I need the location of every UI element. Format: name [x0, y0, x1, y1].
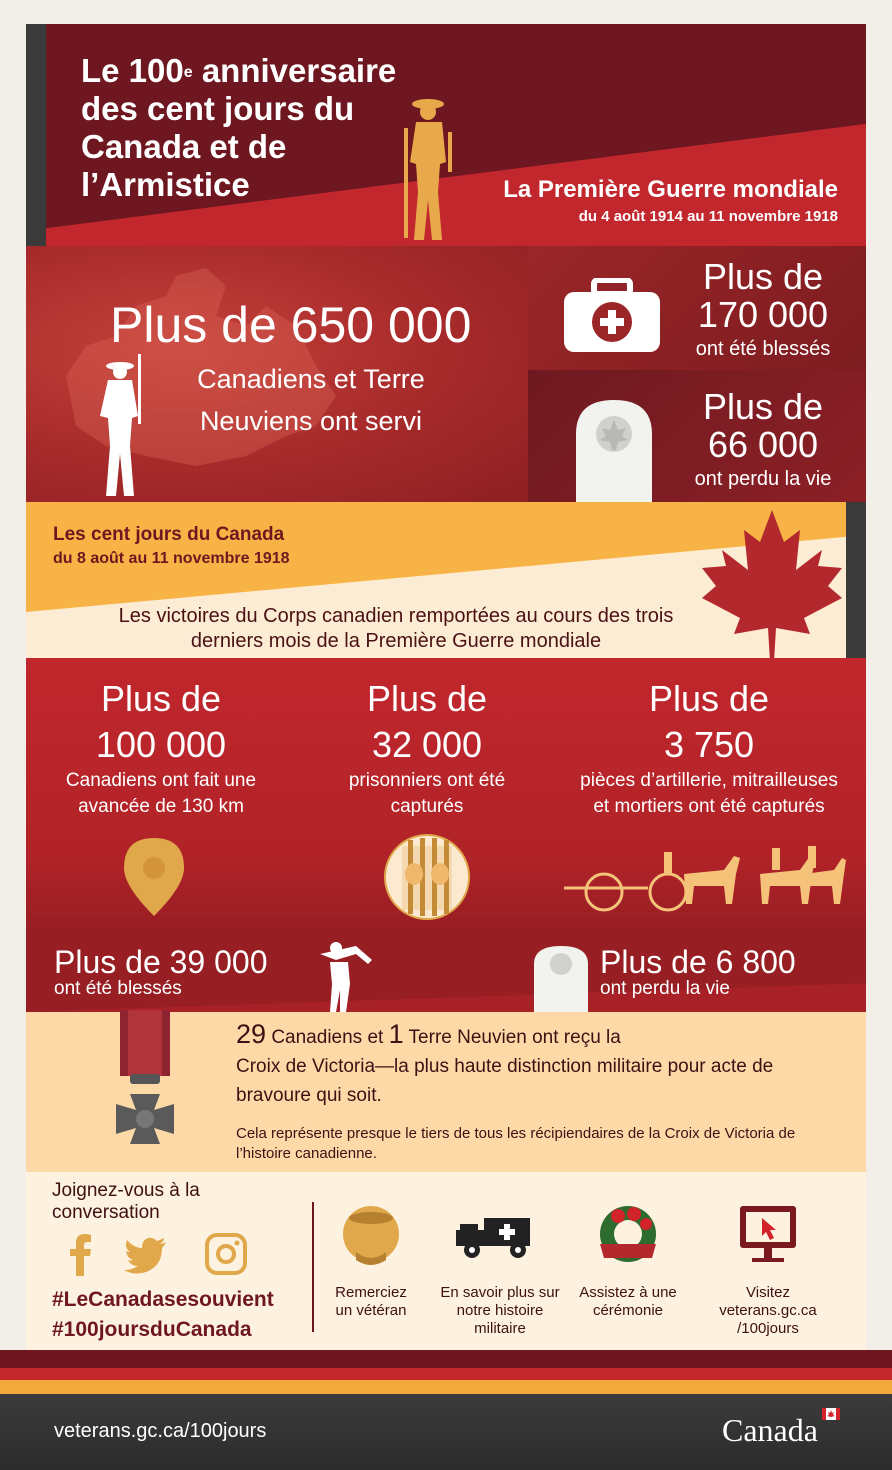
hundred-days-stats	[26, 658, 866, 940]
stat-number: 100 000	[95, 724, 227, 765]
stat-label: pièces d’artillerie, mitrailleuses et mortiers ont été capturés	[580, 770, 838, 817]
monitor-icon	[702, 1202, 834, 1272]
soldier-white-icon	[88, 350, 154, 500]
strip-wounded-label: ont été blessés	[54, 978, 182, 999]
strip-killed-label: ont perdu la vie	[600, 978, 730, 999]
victoria-cross-text	[236, 1020, 796, 1110]
headstone-icon	[576, 400, 652, 502]
served-panel	[26, 246, 528, 502]
served-headline: Plus de 650 000	[110, 297, 472, 353]
vc-cross-name: Croix de Victoria	[236, 1056, 376, 1077]
bottom-band-red	[0, 1368, 892, 1380]
carrying-soldier-icon	[316, 940, 376, 1012]
join-divider	[312, 1202, 314, 1332]
killed-prefix: Plus de	[702, 386, 824, 427]
wounded-number: 170 000	[697, 294, 829, 335]
killed-number: 66 000	[707, 424, 819, 465]
join-conversation-panel	[26, 1172, 866, 1350]
stat-label: Canadiens ont fait une avancée de 130 km	[65, 770, 257, 817]
title-superscript: e	[183, 64, 193, 81]
victoria-cross-medal-icon	[98, 1010, 192, 1162]
prison-bars-icon	[384, 834, 470, 920]
veteran-icon	[326, 1202, 416, 1272]
footer-bar	[0, 1394, 892, 1470]
bottom-band-orange	[0, 1380, 892, 1394]
wreath-icon	[578, 1202, 678, 1272]
victoria-cross-note: Cela représente presque le tiers de tous les récipiendaires de la Croix de Victoria de l’histoire canadienne.	[236, 1125, 796, 1162]
hundred-days-banner	[26, 502, 866, 658]
join-title: Joignez-vous à la conversation	[52, 1180, 200, 1223]
hundred-days-title: Les cent jours du Canada	[53, 524, 285, 545]
bottom-band-dark-red	[0, 1350, 892, 1368]
footer-url-link[interactable]: veterans.gc.ca/100jours	[54, 1420, 267, 1442]
hundred-days-description: Les victoires du Corps canadien remportées au cours des trois derniers mois de la Première Guerre mondiale	[118, 605, 674, 652]
location-pin-icon	[124, 838, 184, 916]
facebook-icon[interactable]	[58, 1232, 102, 1276]
wounded-label: ont été blessés	[695, 338, 831, 360]
stat-prisoners	[322, 676, 532, 820]
stat-artillery	[574, 676, 844, 820]
stat-advance	[36, 676, 286, 820]
killed-label: ont perdu la vie	[694, 468, 832, 490]
first-aid-kit-icon	[564, 278, 660, 354]
soldier-silhouette-icon	[394, 92, 464, 244]
action-label: Visitez veterans.gc.ca /100jours	[719, 1284, 817, 1337]
ww1-title: La Première Guerre mondiale	[503, 176, 838, 203]
strip-killed-title: Plus de 6 800	[600, 944, 796, 980]
vc-text-2: Terre Neuvien	[403, 1027, 527, 1048]
twitter-icon[interactable]	[124, 1232, 168, 1276]
stat-prefix: Plus de	[648, 678, 770, 719]
header-dark-stripe	[26, 24, 46, 246]
stat-number: 3 750	[663, 724, 755, 765]
hundred-days-dates: du 8 août au 11 novembre 1918	[53, 550, 290, 567]
canada-flag-icon	[822, 1408, 840, 1420]
casualties-strip	[26, 940, 866, 1012]
title-rest: des cent jours du Canada et de l’Armistice	[81, 90, 355, 203]
vc-newfoundlander-count: 1	[388, 1019, 404, 1049]
victoria-cross-panel	[26, 1012, 866, 1172]
vc-text-1: Canadiens et	[266, 1027, 389, 1048]
header-banner	[26, 24, 866, 246]
canada-wordmark: Canada	[722, 1412, 818, 1448]
headstone-small-icon	[534, 940, 588, 1012]
vc-text-3: ont reçu la	[526, 1027, 621, 1048]
action-label: Remerciez un vétéran	[335, 1284, 407, 1319]
title-prefix: Le 100	[81, 52, 184, 89]
action-label: En savoir plus sur notre histoire militaire	[440, 1284, 560, 1337]
vc-canadians-count: 29	[236, 1019, 267, 1049]
maple-leaf-icon	[692, 506, 852, 658]
horse-artillery-icon	[564, 844, 846, 918]
hashtag-100-days[interactable]: #100joursduCanada	[52, 1318, 252, 1341]
served-subtitle: Canadiens et Terre Neuviens ont servi	[197, 364, 425, 436]
vc-text-4: —la plus haute distinction militaire pour acte de bravoure qui soit.	[236, 1056, 774, 1106]
killed-panel	[528, 370, 866, 502]
wounded-panel	[528, 246, 866, 370]
stat-prefix: Plus de	[366, 678, 488, 719]
ambulance-icon	[430, 1202, 570, 1272]
hashtag-canada-remembers[interactable]: #LeCanadasesouvient	[52, 1288, 274, 1311]
stat-number: 32 000	[371, 724, 483, 765]
wounded-prefix: Plus de	[702, 256, 824, 297]
strip-wounded-title: Plus de 39 000	[54, 944, 268, 980]
stat-label: prisonniers ont été capturés	[348, 770, 506, 817]
instagram-icon[interactable]	[204, 1232, 248, 1276]
action-label: Assistez à une cérémonie	[579, 1284, 677, 1319]
ww1-dates: du 4 août 1914 au 11 novembre 1918	[578, 208, 838, 225]
title-line1: anniversaire	[192, 52, 397, 89]
stat-prefix: Plus de	[100, 678, 222, 719]
